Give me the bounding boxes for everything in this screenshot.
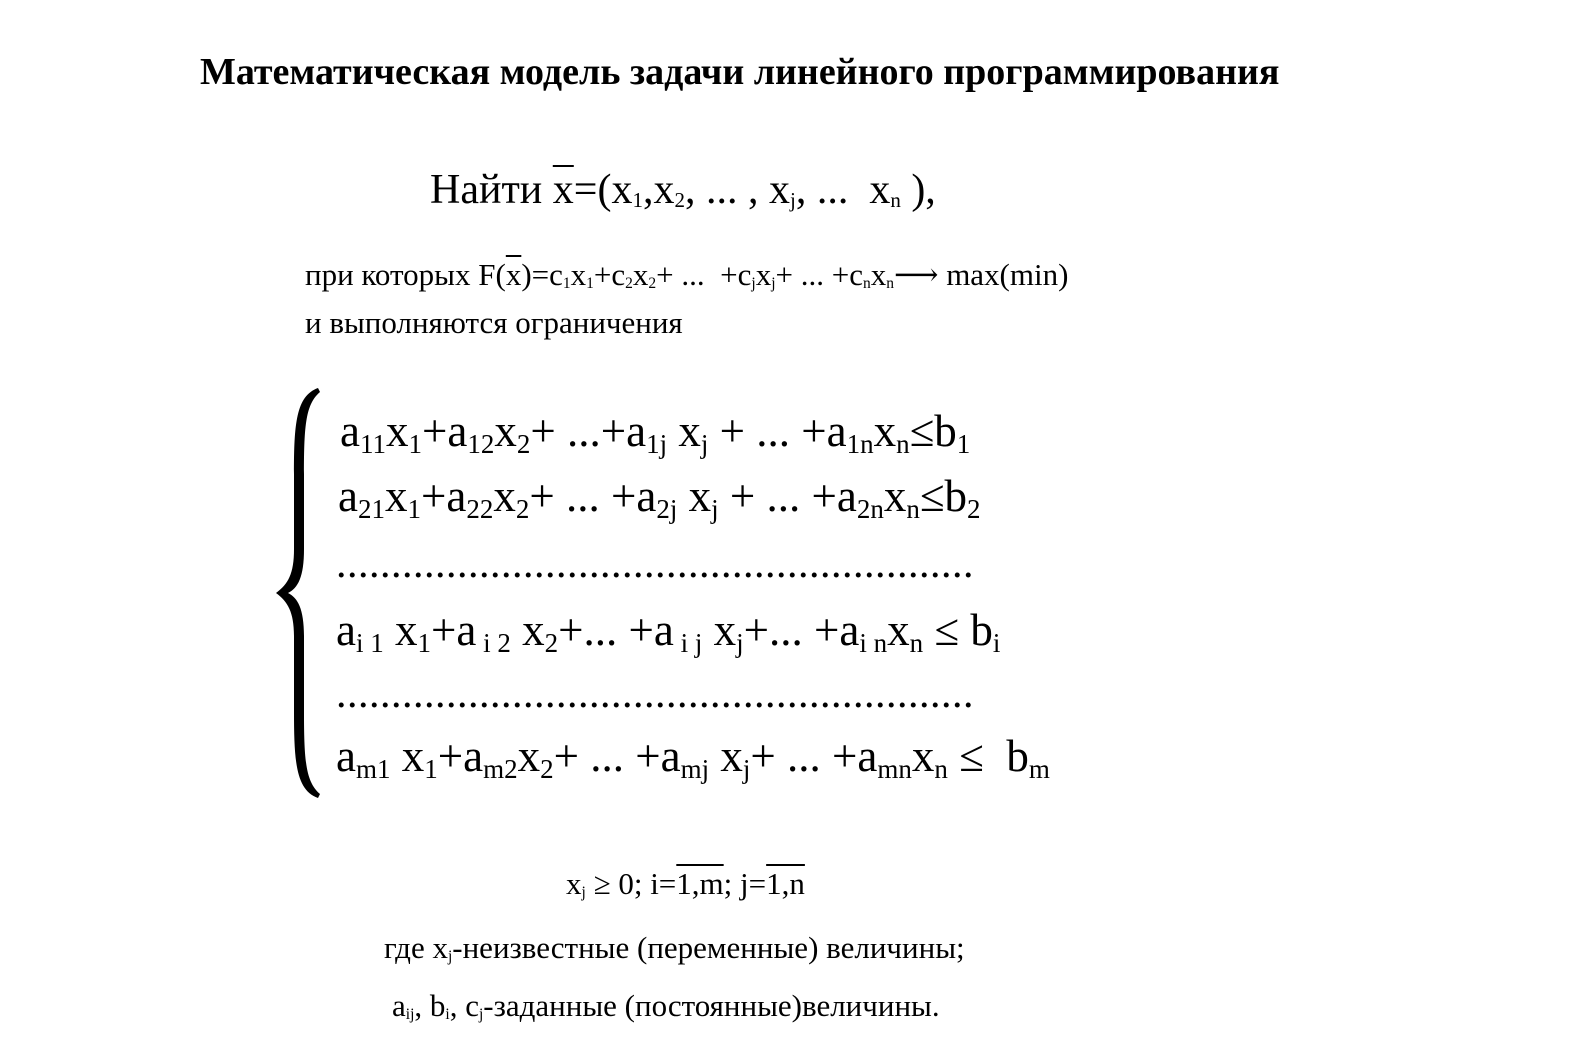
constraint-row: $a_{i 1}$ $x_1+a$ $_{i 2}$ $x_2+$... +a $_{i j}$ $x_j+$... $+a_{i n}x_n \le b_i$ [336,605,1001,658]
constraint-row: $a_{21}x_1+a_{22}x_2+$ ... $+a_{2j}$ $x_j$ + ... $+a_{2n}x_n\le b_2$ [338,471,981,524]
objective-prefix: при которых [305,257,471,292]
nonnegativity-condition: $x_j \ge 0$; i=1,m; j=1,n [566,866,805,902]
parameters-description: $a_{ij}$, $b_i$, $c_j$-заданные (постоянные)величины. [392,988,940,1024]
objective-goal: max(min) [946,257,1069,292]
constraint-row: $a_{m1}$ $x_1+a_{m2}x_2+$ ... $+a_{mj}$ $x_j+$ ... $+a_{mn}x_n \le b_m$ [336,731,1050,784]
constraint-ellipsis: .......................................................... [336,671,974,717]
constraint-row: $a_{11}x_1+a_{12}x_2+ ...+a_{1j}$ $x_j$ + ... $+a_{1n}x_n\le b_1$ [340,406,971,459]
objective-function: при которых $F(\overline{x})=c_1x_1+c_2x_2+$ ... $+c_jx_j+$ ... $+c_nx_n⟶$ max(min) [305,257,1069,293]
find-word: Найти [430,167,543,213]
left-brace-icon [270,384,330,802]
arrow-icon: ⟶ [893,257,939,292]
variables-description: где $x_j$-неизвестные (переменные) величины; [384,930,965,966]
find-statement: Найти $\overline{x}=(x_1,x_2$, ... , $x_j$, ... $x_n$ ), [430,167,936,213]
constraint-ellipsis: .......................................................... [336,541,974,587]
page-title: Математическая модель задачи линейного программирования [200,51,1280,93]
constraints-intro: и выполняются ограничения [305,305,683,340]
vector-x: $\overline{x}$ [552,167,574,213]
